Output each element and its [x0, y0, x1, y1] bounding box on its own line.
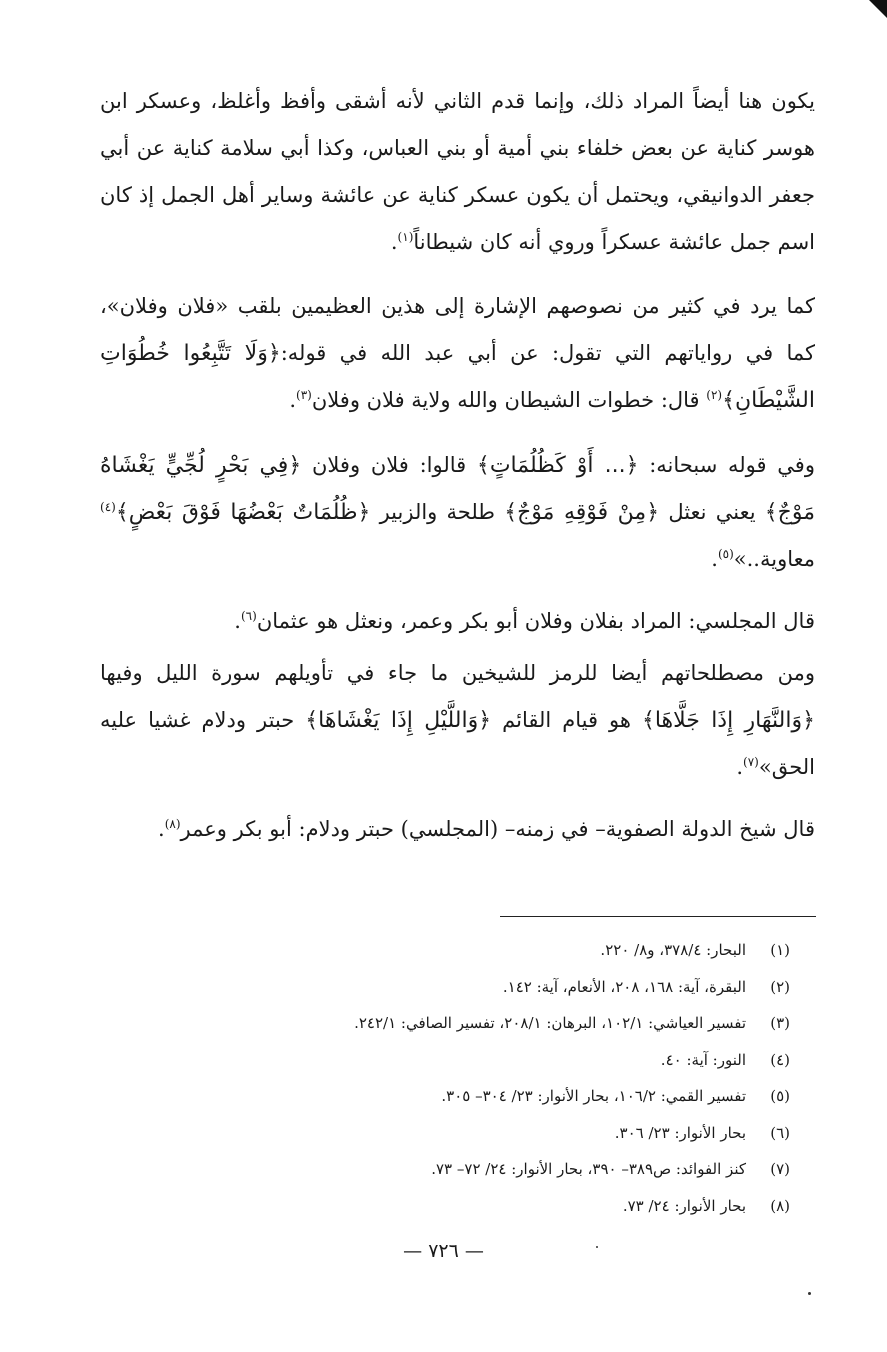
paragraph-6: قال شيخ الدولة الصفوية– في زمنه– (المجلسي) حبتر ودلام: أبو بكر وعمر$^{(٨)}$.	[158, 817, 815, 841]
footnote-item	[100, 1115, 790, 1152]
footnote-text: بحار الأنوار: ٢٣/ ٣٠٦.	[614, 1123, 746, 1142]
paragraph-2: كما يرد في كثير من نصوصهم الإشارة إلى هذين العظيمين بلقب «فلان وفلان»، كما في رواياتهم التي تقول: عن أبي عبد الله في قوله:﴿وَلَا تَتَّبِعُوا خُطُوَاتِ الشَّيْطَانِ﴾$^{(٢)}$ قال: خطوات الشيطان والله ولاية فلان وفلان$^{(٣)}$.	[100, 294, 816, 413]
footnote-number: (١)	[770, 941, 790, 959]
speck	[596, 1246, 598, 1248]
footnote-number: (٦)	[770, 1123, 790, 1142]
paragraph-5: ومن مصطلحاتهم أيضا للرمز للشيخين ما جاء في تأويلهم سورة الليل وفيها ﴿وَالنَّهَارِ إِذَا جَلَّاهَا﴾ هو قيام القائم ﴿وَاللَّيْلِ إِذَا يَغْشَاهَا﴾ حبتر ودلام غشيا عليه الحق»$^{(٧)}$.	[100, 661, 815, 779]
footnote-ref-1: (١)	[397, 230, 414, 244]
footnote-ref-6: (٦)	[240, 609, 257, 623]
p3-text-1: وفي قوله سبحانه:	[649, 453, 815, 477]
paragraph-3: وفي قوله سبحانه: ﴿... أَوْ كَظُلُمَاتٍ﴾ قالوا: فلان وفلان ﴿فِي بَحْرٍ لُجِّيٍّ يَغْشَاهُ مَوْجٌ﴾ يعني نعثل ﴿مِنْ فَوْقِهِ مَوْجٌ﴾ طلحة والزبير ﴿ظُلُمَاتٌ بَعْضُهَا فَوْقَ بَعْضٍ﴾$^{(٤)}$ معاوية..»$^{(٥)}$.	[100, 453, 815, 571]
page-number: — ٧٢٦ —	[403, 1240, 484, 1262]
footnote-ref-2: (٢)	[706, 388, 723, 402]
quran-verse-1: ﴿وَلَا تَتَّبِعُوا خُطُوَاتِ الشَّيْطَانِ﴾	[100, 341, 815, 413]
footnote-ref-4: (٤)	[100, 500, 116, 514]
footnote-item	[100, 1005, 790, 1042]
p3-text-3: يعني نعثل	[668, 500, 756, 524]
p1-line-2: ابن هوسر كناية عن بعض خلفاء بني أمية أو بني العباس، وكذا أبي سلامة كناية	[100, 89, 815, 160]
footnote-item	[100, 932, 790, 969]
p5-text-3: حبتر ودلام غشيا عليه الحق»	[100, 708, 815, 779]
footnote-number: (٢)	[770, 977, 790, 996]
footnote-item	[100, 1151, 790, 1188]
p3-text-5: معاوية..»	[733, 547, 815, 571]
p3-text-2: قالوا: فلان وفلان	[311, 453, 467, 477]
page-corner-mark	[869, 0, 887, 18]
quran-verse-7: ﴿وَاللَّيْلِ إِذَا يَغْشَاهَا﴾	[305, 708, 492, 733]
footnote-text: البقرة، آية: ١٦٨، ٢٠٨، الأنعام، آية: ١٤٢.	[502, 977, 746, 996]
footnote-text: بحار الأنوار: ٢٤/ ٧٣.	[622, 1196, 746, 1215]
footnote-item	[100, 1042, 790, 1079]
footnote-separator	[500, 916, 816, 917]
footnote-text: تفسير العياشي: ١٠٢/١، البرهان: ٢٠٨/١، تفسير الصافي: ٢٤٢/١.	[354, 1014, 746, 1032]
footnote-text: كنز الفوائد: ص٣٨٩– ٣٩٠، بحار الأنوار: ٢٤/ ٧٢– ٧٣.	[431, 1160, 746, 1178]
footnote-ref-7: (٧)	[743, 755, 759, 769]
p6-text: قال شيخ الدولة الصفوية– في زمنه– (المجلسي) حبتر ودلام: أبو بكر وعمر	[180, 817, 815, 841]
quran-verse-6: ﴿وَالنَّهَارِ إِذَا جَلَّاهَا﴾	[641, 708, 815, 733]
quran-verse-2: ﴿... أَوْ كَظُلُمَاتٍ﴾	[476, 453, 639, 478]
footnote-ref-3: (٣)	[296, 388, 312, 402]
footnote-ref-8: (٨)	[164, 817, 181, 831]
footnote-number: (٥)	[770, 1087, 790, 1105]
footnote-ref-5: (٥)	[717, 547, 734, 561]
footnote-number: (٧)	[770, 1160, 790, 1178]
p2-line-1: كما يرد في كثير من نصوصهم الإشارة إلى هذين العظيمين بلقب «فلان	[177, 294, 815, 318]
footnote-text: تفسير القمي: ١٠٦/٢، بحار الأنوار: ٢٣/ ٣٠٤– ٣٠٥.	[441, 1087, 746, 1105]
p3-text-4: طلحة والزبير	[379, 500, 496, 524]
quran-verse-4: ﴿مِنْ فَوْقِهِ مَوْجٌ﴾	[504, 500, 660, 525]
p2-line-2: وفلان»، كما في رواياتهم التي تقول: عن أبي عبد الله في قوله:	[100, 294, 816, 365]
footnote-text: البحار: ٣٧٨/٤، و٨/ ٢٢٠.	[600, 941, 746, 959]
p1-line-3: عن أبي جعفر الدوانيقي، ويحتمل أن يكون عسكر كناية عن عائشة وساير أهل	[100, 136, 816, 207]
footnote-text: النور: آية: ٤٠.	[660, 1050, 746, 1069]
p1-line-1: يكون هنا أيضاً المراد ذلك، وإنما قدم الثاني لأنه أشقى وأفظ وأغلظ، وعسكر	[136, 89, 815, 113]
footnote-number: (٣)	[770, 1014, 790, 1032]
footnotes-list	[100, 932, 790, 1224]
footnote-number: (٤)	[770, 1050, 790, 1069]
footnote-number: (٨)	[770, 1196, 790, 1215]
p5-text-1: ومن مصطلحاتهم أيضا للرمز للشيخين ما جاء في تأويلهم سورة الليل وفيها	[100, 661, 815, 685]
p5-text-2: هو قيام القائم	[502, 708, 631, 732]
paragraph-1: يكون هنا أيضاً المراد ذلك، وإنما قدم الثاني لأنه أشقى وأفظ وأغلظ، وعسكر ابن هوسر كناية عن بعض خلفاء بني أمية أو بني العباس، وكذا أبي سلامة كناية عن أبي جعفر الدوانيقي، ويحتمل أن يكون عسكر كناية عن عائشة وساير أهل الجمل إذ كان اسم جمل عائشة عسكراً وروي أنه كان شيطاناً$^{(١)}$.	[100, 89, 816, 254]
paragraph-4: قال المجلسي: المراد بفلان وفلان أبو بكر وعمر، ونعثل هو عثمان$^{(٦)}$.	[234, 609, 815, 633]
quran-verse-5: ﴿ظُلُمَاتٌ بَعْضُهَا فَوْقَ بَعْضٍ﴾	[115, 500, 371, 525]
footnote-item	[100, 1188, 790, 1225]
p1-line-4: الجمل إذ كان اسم جمل عائشة عسكراً وروي أنه كان شيطاناً	[100, 183, 815, 254]
p4-text: قال المجلسي: المراد بفلان وفلان أبو بكر وعمر، ونعثل هو عثمان	[256, 609, 815, 633]
footnote-item	[100, 1078, 790, 1115]
quran-verse-3: ﴿فِي بَحْرٍ لُجِّيٍّ يَغْشَاهُ مَوْجٌ﴾	[100, 453, 815, 525]
speck	[808, 1292, 811, 1295]
p2-line-3: قال: خطوات الشيطان والله ولاية فلان وفلان	[311, 388, 700, 412]
footnote-item	[100, 969, 790, 1006]
